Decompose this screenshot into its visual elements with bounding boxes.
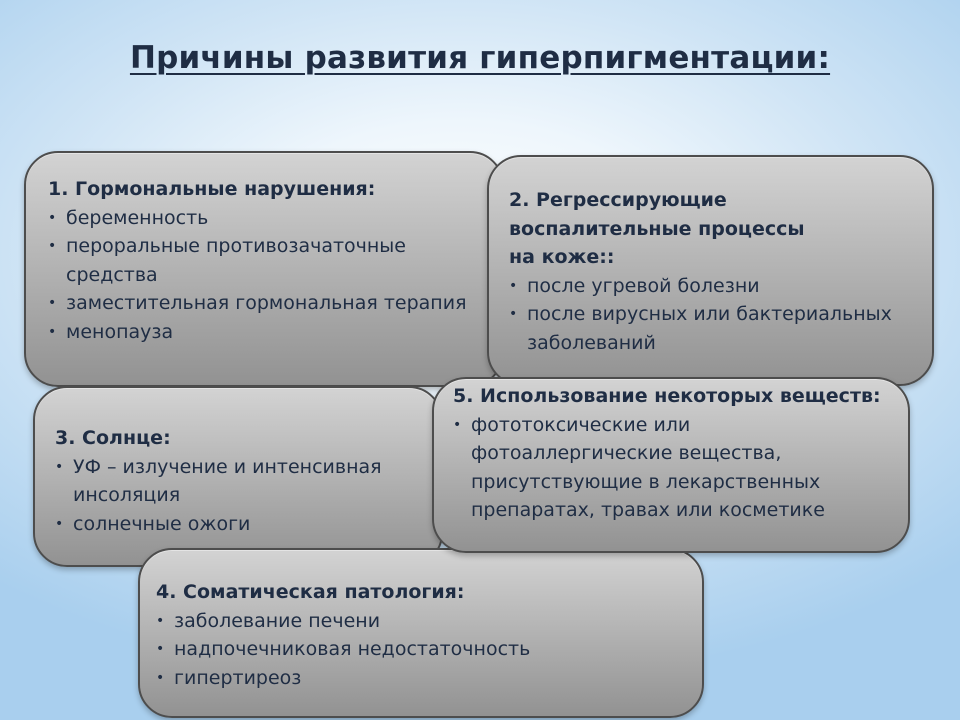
bullet-list [453,411,896,525]
list-item: • гипертиреоз [156,664,686,693]
card-somatic-pathology [138,548,704,718]
list-item: • надпочечниковая недостаточность [156,635,686,664]
card-heading: 3. Солнце: [55,427,171,449]
list-item: • беременность [48,204,486,233]
list-item: • солнечные ожоги [55,510,425,539]
card-heading-line: воспалительные процессы [509,217,805,240]
bullet-list [55,453,425,539]
list-item: • заболевание печени [156,607,686,636]
list-item: • после угревой болезни [509,272,916,301]
slide-title: Причины развития гиперпигментации: [129,40,831,76]
card-heading [509,186,916,272]
list-item: • после вирусных или бактериальных заболеваний [509,300,916,357]
card-hormonal-disorders [24,151,504,387]
list-item: • заместительная гормональная терапия [48,289,486,318]
list-item: • фототоксические или фотоаллергические вещества, присутствующие в лекарственных препаратах, травах или косметике [453,411,896,525]
bullet-list [509,272,916,358]
bullet-list [48,204,486,347]
card-substances [432,377,910,553]
card-sun [33,386,443,567]
list-item: • пероральные противозачаточные средства [48,232,486,289]
bullet-list [156,607,686,693]
list-item: • УФ – излучение и интенсивная инсоляция [55,453,425,510]
card-heading-line: 2. Регрессирующие [509,189,727,211]
card-heading-line: на коже:: [509,246,615,268]
list-item: • менопауза [48,318,486,347]
card-heading: 5. Использование некоторых веществ: [453,385,881,407]
card-heading: 4. Соматическая патология: [156,581,465,603]
card-heading: 1. Гормональные нарушения: [48,178,376,200]
card-regressive-inflammation [487,155,934,386]
